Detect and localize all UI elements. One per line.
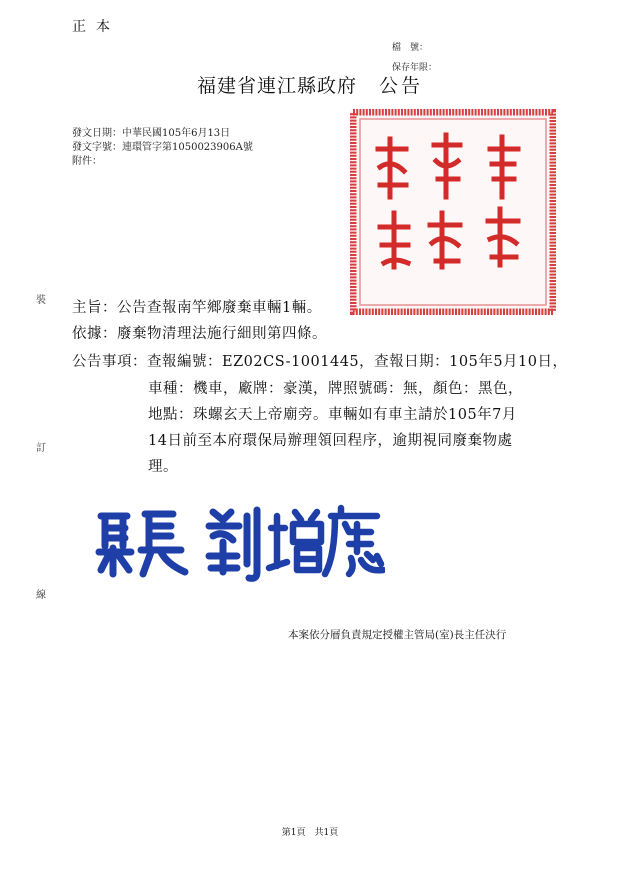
page-number: 第1頁 共1頁 — [281, 828, 339, 838]
binding-mark-top: 裝 — [36, 295, 46, 306]
document-title — [0, 71, 620, 98]
notice-item-line-5: 理。 — [148, 459, 178, 475]
document-type: 公告 — [379, 75, 424, 97]
basis-line: 依據：廢棄物清理法施行細則第四條。 — [72, 326, 327, 342]
issuing-agency: 福建省連江縣政府 — [196, 75, 357, 97]
subject-line: 主旨：公告查報南竿鄉廢棄車輛1輛。 — [72, 300, 322, 316]
official-seal-stamp — [350, 109, 556, 315]
notice-item-line-2: 車種：機車，廠牌：豪漢，牌照號碼：無，顏色：黑色， — [148, 381, 523, 397]
file-number-label: 檔 號： — [392, 43, 429, 53]
copy-label: 正本 — [72, 19, 120, 35]
retention-period-label: 保存年限： — [392, 63, 438, 73]
notice-item-line-4: 14日前至本府環保局辦理領回程序，逾期視同廢棄物處 — [148, 433, 513, 449]
attachment-label: 附件： — [72, 156, 102, 167]
issue-date: 發文日期：中華民國105年6月13日 — [72, 128, 231, 139]
document-number: 發文字號：連環管字第1050023906A號 — [72, 142, 253, 153]
delegation-note: 本案依分層負責規定授權主管局(室)長主任決行 — [288, 629, 507, 641]
binding-mark-middle: 訂 — [36, 443, 46, 454]
notice-item-line-3: 地點：珠螺玄天上帝廟旁。車輛如有車主請於105年7月 — [148, 407, 517, 423]
binding-mark-bottom: 線 — [36, 590, 46, 601]
magistrate-signature-stamp — [95, 502, 385, 588]
notice-item-line-1: 公告事項：查報編號：EZ02CS-1001445，查報日期：105年5月10日， — [72, 354, 568, 370]
